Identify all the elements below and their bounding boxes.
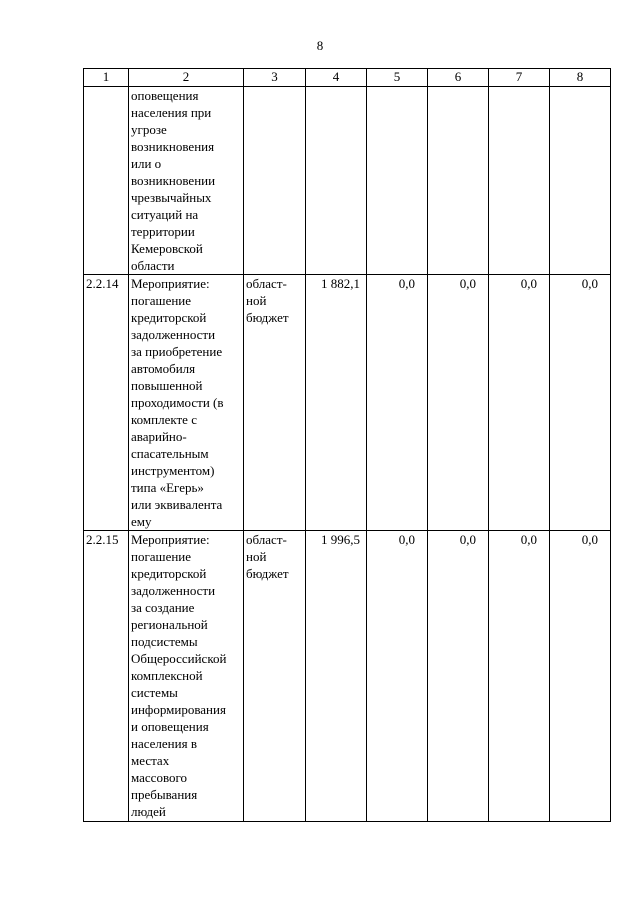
row-value-4 [306, 87, 367, 275]
row-value-8 [550, 87, 611, 275]
row-value-4: 1 882,1 [306, 275, 367, 531]
row-code: 2.2.14 [84, 275, 129, 531]
row-code [84, 87, 129, 275]
row-name: оповещения населения при угрозе возникновения или о возникновении чрезвычайных ситуаций на территории Кемеровской области [129, 87, 244, 275]
row-value-4: 1 996,5 [306, 531, 367, 822]
row-value-5 [367, 87, 428, 275]
row-value-6: 0,0 [428, 531, 489, 822]
row-value-8: 0,0 [550, 275, 611, 531]
column-header: 2 [129, 69, 244, 87]
column-header: 7 [489, 69, 550, 87]
column-header: 5 [367, 69, 428, 87]
table-header-row [84, 69, 611, 87]
table-row [84, 275, 611, 531]
row-name: Мероприятие: погашение кредиторской задолженности за создание региональной подсистемы Общероссийской комплексной системы информирования и оповещения населения в местах массового пребывания людей [129, 531, 244, 822]
row-source [244, 87, 306, 275]
table-row [84, 87, 611, 275]
page-number: 8 [316, 38, 324, 53]
row-value-5: 0,0 [367, 531, 428, 822]
row-value-8: 0,0 [550, 531, 611, 822]
row-source: област- ной бюджет [244, 275, 306, 531]
row-value-6: 0,0 [428, 275, 489, 531]
table-row [84, 531, 611, 822]
row-source: област- ной бюджет [244, 531, 306, 822]
row-value-7 [489, 87, 550, 275]
row-value-7: 0,0 [489, 275, 550, 531]
column-header: 4 [306, 69, 367, 87]
column-header: 8 [550, 69, 611, 87]
column-header: 3 [244, 69, 306, 87]
row-code: 2.2.15 [84, 531, 129, 822]
column-header: 1 [84, 69, 129, 87]
row-value-6 [428, 87, 489, 275]
row-value-7: 0,0 [489, 531, 550, 822]
budget-table [83, 68, 611, 822]
row-value-5: 0,0 [367, 275, 428, 531]
row-name: Мероприятие: погашение кредиторской задолженности за приобретение автомобиля повышенной проходимости (в комплекте с аварийно- спасательным инструментом) типа «Егерь» или эквивалента ему [129, 275, 244, 531]
column-header: 6 [428, 69, 489, 87]
